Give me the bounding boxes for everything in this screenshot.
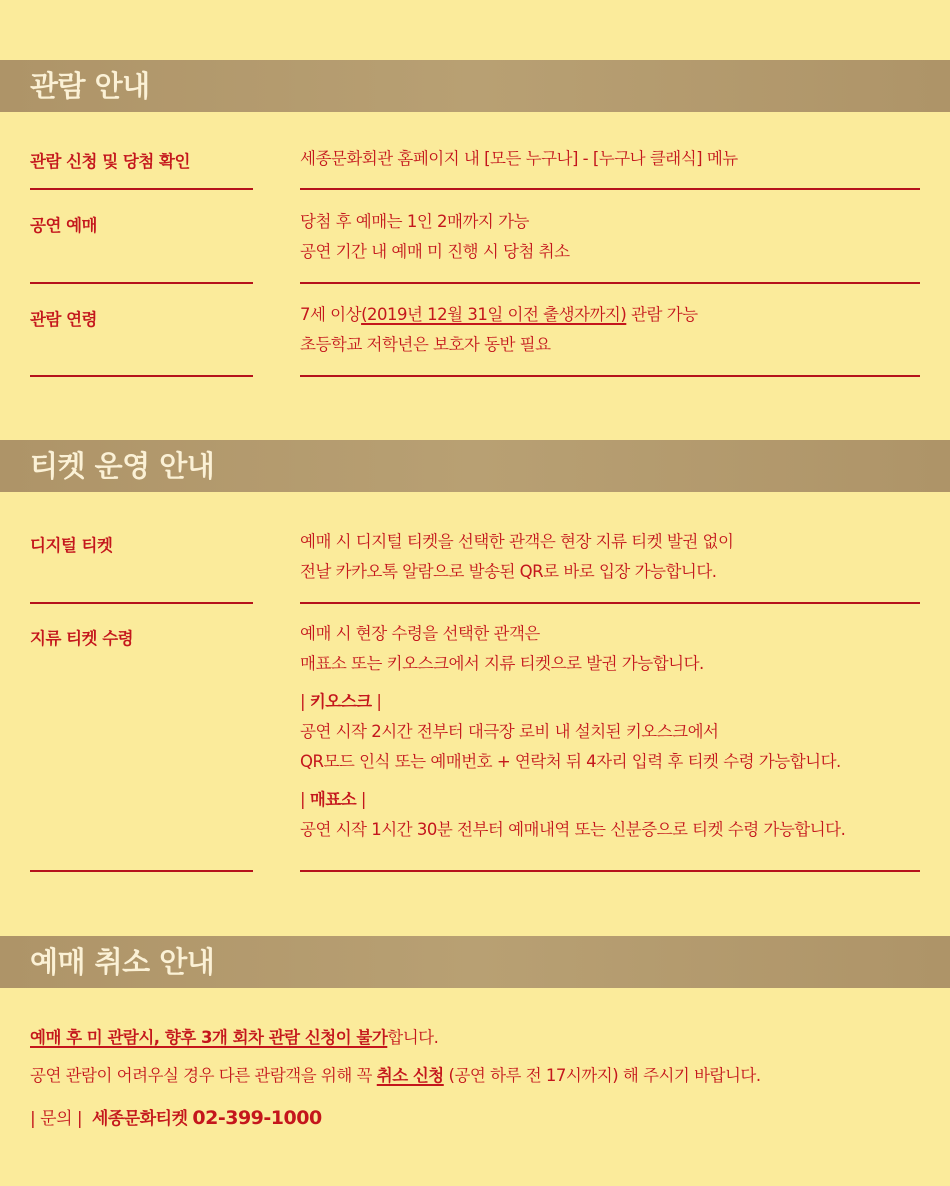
text-line: 초등학교 저학년은 보호자 동반 필요: [300, 335, 551, 354]
cancel-notice: [30, 1024, 438, 1048]
section-header-ticket: [0, 440, 950, 492]
text-line: 공연 시작 2시간 전부터 대극장 로비 내 설치된 키오스크에서: [300, 722, 719, 741]
section-title: 관람 안내: [30, 69, 150, 103]
age-text-post: 관람 가능: [626, 305, 698, 324]
divider: [300, 282, 920, 284]
cancel-warning: 예매 후 미 관람시, 향후 3개 회차 관람 신청이 불가: [30, 1028, 388, 1047]
section-header-viewing: [0, 60, 950, 112]
cancel-request-notice: [30, 1062, 761, 1086]
text-line: 세종문화회관 홈페이지 내 [모든 누구나] - [누구나 클래식] 메뉴: [300, 149, 738, 168]
row-text-paper: [300, 619, 845, 845]
cancel-request-highlight: 취소 신청: [376, 1066, 444, 1085]
row-text-digital: [300, 527, 733, 587]
text-line: 당첨 후 예매는 1인 2매까지 가능: [300, 212, 529, 231]
age-date-underlined: (2019년 12월 31일 이전 출생자까지): [361, 305, 627, 324]
text-line: 공연 시작 1시간 30분 전부터 예매내역 또는 신분증으로 티켓 수령 가능합니다.: [300, 820, 846, 839]
text-line: QR모드 인식 또는 예매번호 + 연락처 뒤 4자리 입력 후 티켓 수령 가능합니다.: [300, 752, 841, 771]
contact-label: 문의: [40, 1109, 72, 1129]
text-line: 전날 카카오톡 알람으로 발송된 QR로 바로 입장 가능합니다.: [300, 562, 717, 581]
text-line: 예매 시 현장 수령을 선택한 관객은: [300, 624, 540, 643]
kiosk-heading-line: | 키오스크 |: [300, 692, 382, 711]
box-office-heading: 매표소: [309, 790, 357, 809]
contact-phone[interactable]: 02-399-1000: [192, 1107, 322, 1129]
cancel-warning-post: 합니다.: [387, 1028, 439, 1047]
divider: [300, 602, 920, 604]
row-text-age: [300, 300, 698, 360]
row-label-paper: 지류 티켓 수령: [30, 629, 134, 648]
divider: [30, 602, 253, 604]
divider: [300, 375, 920, 377]
text-line: [300, 300, 698, 330]
row-label-age: 관람 연령: [30, 310, 98, 329]
section-title: 티켓 운영 안내: [30, 449, 215, 483]
divider: [300, 870, 920, 872]
divider: [30, 188, 253, 190]
row-label-apply: 관람 신청 및 당첨 확인: [30, 152, 190, 171]
row-label-digital: 디지털 티켓: [30, 536, 113, 555]
kiosk-heading: 키오스크: [309, 692, 372, 711]
contact-line: | 문의 | 세종문화티켓 02-399-1000: [30, 1107, 322, 1129]
text-line: 예매 시 디지털 티켓을 선택한 관객은 현장 지류 티켓 발권 없이: [300, 532, 734, 551]
section-header-cancel: [0, 936, 950, 988]
row-text-booking: [300, 207, 570, 267]
divider: [30, 375, 253, 377]
divider: [30, 282, 253, 284]
text-line: 공연 기간 내 예매 미 진행 시 당첨 취소: [300, 242, 570, 261]
section-title: 예매 취소 안내: [30, 945, 215, 979]
row-label-booking: 공연 예매: [30, 216, 98, 235]
age-text: 7세 이상: [300, 305, 362, 324]
divider: [300, 188, 920, 190]
cancel-request-pre: 공연 관람이 어려우실 경우 다른 관람객을 위해 꼭: [30, 1066, 377, 1085]
divider: [30, 870, 253, 872]
box-office-heading-line: | 매표소 |: [300, 790, 366, 809]
contact-name: 세종문화티켓: [91, 1109, 188, 1129]
row-text-apply: [300, 144, 738, 174]
text-line: 매표소 또는 키오스크에서 지류 티켓으로 발권 가능합니다.: [300, 654, 704, 673]
cancel-request-post: (공연 하루 전 17시까지) 해 주시기 바랍니다.: [443, 1066, 761, 1085]
